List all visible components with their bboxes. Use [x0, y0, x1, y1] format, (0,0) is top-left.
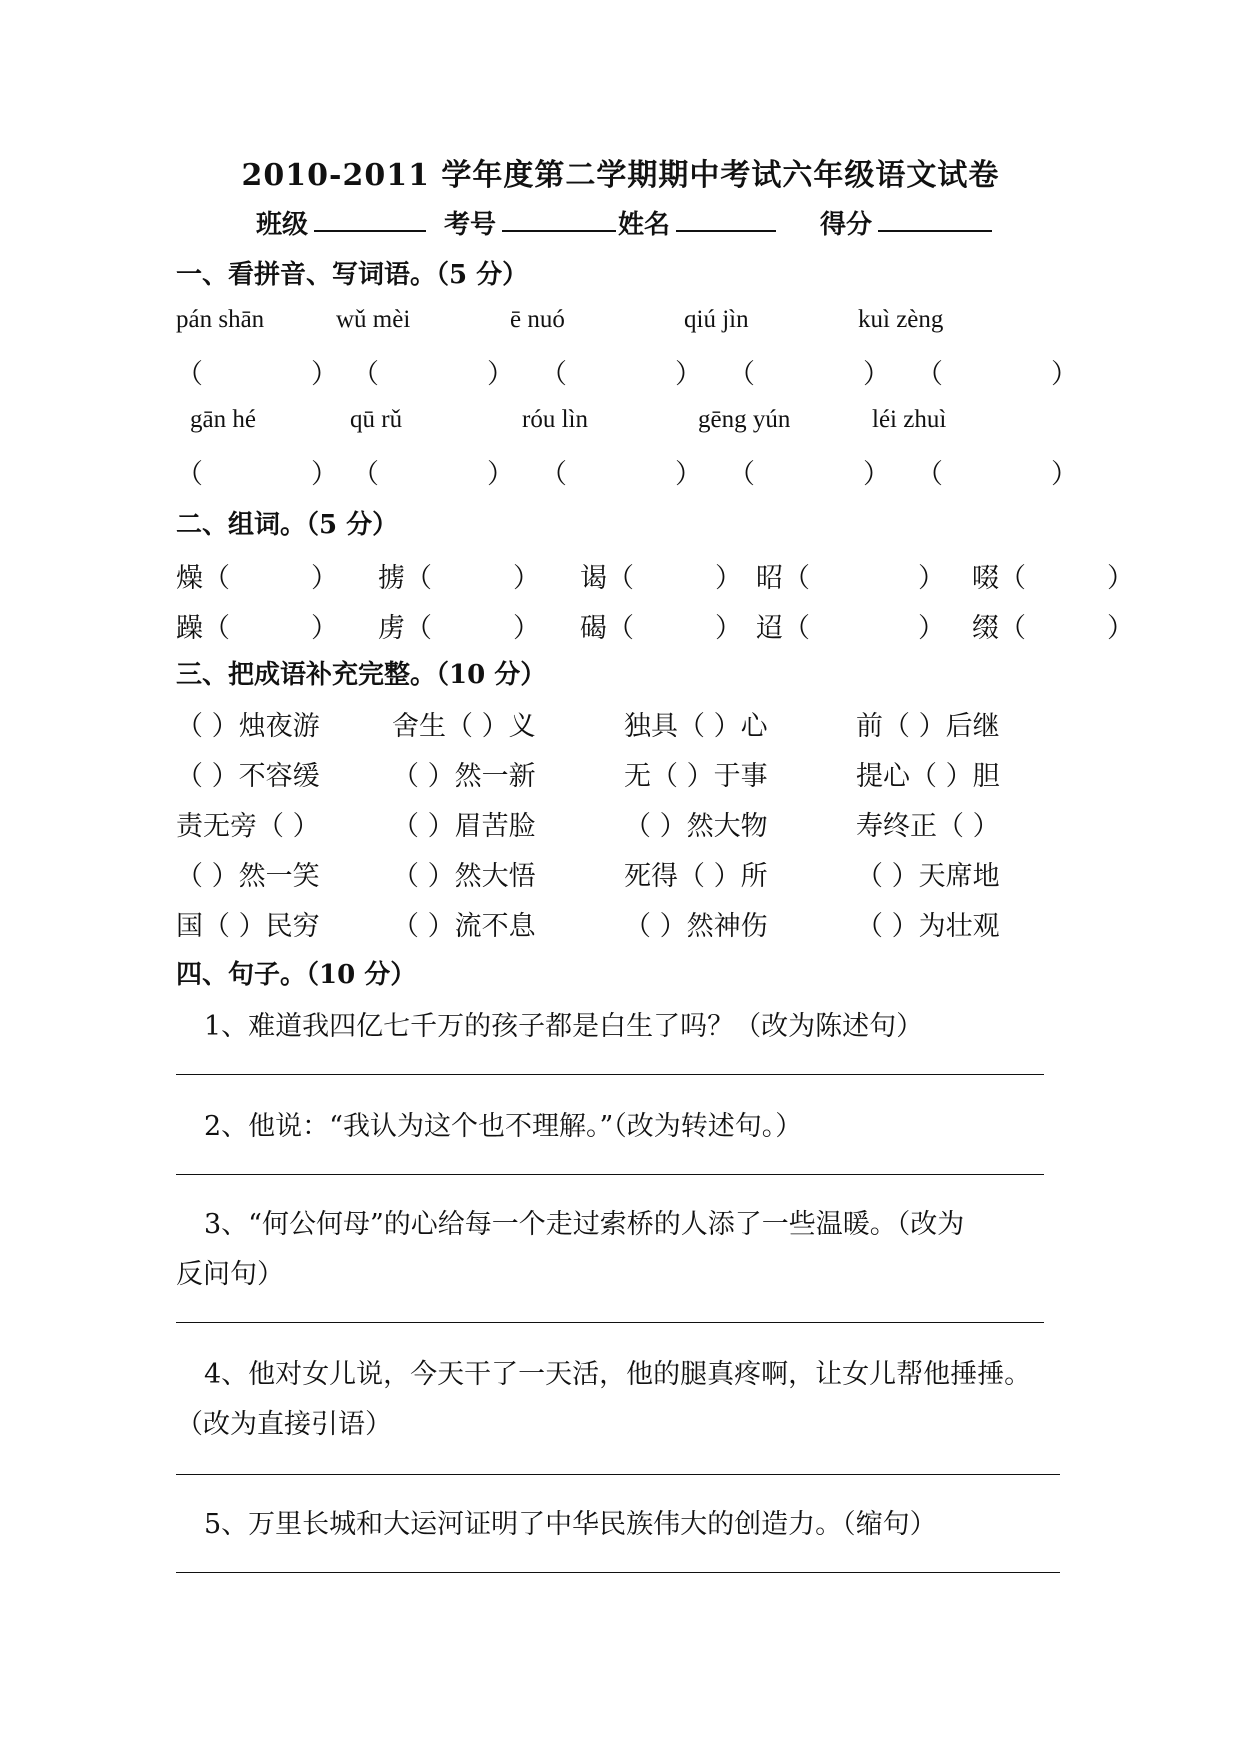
pinyin-item: kuì zèng	[858, 306, 944, 333]
score-label: 得分	[820, 210, 873, 240]
score-field[interactable]	[878, 204, 992, 232]
answer-paren[interactable]: （ ）	[540, 359, 702, 390]
word-item[interactable]: 燥（ ）	[176, 563, 338, 594]
idiom-item[interactable]: （ ）眉苦脸	[392, 811, 536, 842]
section1-heading: 一、看拼音、写词语。（5 分）	[176, 260, 529, 290]
exam-no-label: 考号	[444, 210, 497, 240]
word-item[interactable]: 虏（ ）	[378, 613, 540, 644]
question-1: 1、难道我四亿七千万的孩子都是白生了吗？（改为陈述句）	[204, 1011, 924, 1042]
idiom-item[interactable]: 独具（ ）心	[624, 711, 768, 742]
answer-line-4[interactable]	[176, 1474, 1060, 1475]
pinyin-item: róu lìn	[522, 406, 588, 433]
idiom-item[interactable]: （ ）然神伤	[624, 911, 768, 942]
idiom-item[interactable]: （ ）然一新	[392, 761, 536, 792]
answer-paren[interactable]: （ ）	[916, 359, 1078, 390]
pinyin-item: qū rǔ	[350, 406, 403, 433]
page-title: 2010-2011 学年度第二学期期中考试六年级语文试卷	[241, 158, 1000, 193]
idiom-item[interactable]: 提心（ ）胆	[856, 761, 1000, 792]
question-5: 5、万里长城和大运河证明了中华民族伟大的创造力。（缩句）	[204, 1509, 937, 1540]
class-field[interactable]	[314, 204, 426, 232]
answer-paren[interactable]: （ ）	[728, 459, 890, 490]
pinyin-item: qiú jìn	[684, 306, 749, 333]
name-field[interactable]	[676, 204, 776, 232]
idiom-item[interactable]: 寿终正（ ）	[856, 811, 1000, 842]
idiom-item[interactable]: 舍生（ ）义	[392, 711, 536, 742]
pinyin-item: gān hé	[190, 406, 256, 433]
idiom-item[interactable]: （ ）不容缓	[176, 761, 320, 792]
word-item[interactable]: 昭（ ）	[756, 563, 945, 594]
question-3: 3、“何公何母”的心给每一个走过索桥的人添了一些温暖。（改为	[204, 1209, 965, 1240]
exam-no-field[interactable]	[502, 204, 616, 232]
answer-paren[interactable]: （ ）	[540, 459, 702, 490]
pinyin-item: léi zhuì	[872, 406, 947, 433]
section3-heading: 三、把成语补充完整。（10 分）	[176, 660, 547, 690]
name-label: 姓名	[618, 210, 671, 240]
answer-paren[interactable]: （ ）	[176, 359, 338, 390]
idiom-item[interactable]: （ ）流不息	[392, 911, 536, 942]
idiom-item[interactable]: 国（ ）民穷	[176, 911, 320, 942]
question-4: 4、他对女儿说，今天干了一天活，他的腿真疼啊，让女儿帮他捶捶。	[204, 1359, 1032, 1390]
idiom-item[interactable]: （ ）为壮观	[856, 911, 1000, 942]
class-label: 班级	[256, 210, 309, 240]
word-item[interactable]: 迢（ ）	[756, 613, 945, 644]
answer-line-1[interactable]	[176, 1074, 1044, 1075]
pinyin-item: wǔ mèi	[336, 306, 411, 333]
idiom-item[interactable]: （ ）然大悟	[392, 861, 536, 892]
idiom-item[interactable]: （ ）天席地	[856, 861, 1000, 892]
pinyin-item: ē nuó	[510, 306, 565, 333]
answer-paren[interactable]: （ ）	[352, 459, 514, 490]
word-item[interactable]: 啜（ ）	[972, 563, 1134, 594]
answer-paren[interactable]: （ ）	[352, 359, 514, 390]
word-item[interactable]: 掳（ ）	[378, 563, 540, 594]
word-item[interactable]: 缀（ ）	[972, 613, 1134, 644]
answer-paren[interactable]: （ ）	[916, 459, 1078, 490]
answer-line-3[interactable]	[176, 1322, 1044, 1323]
question-3-continued: 反问句）	[176, 1259, 284, 1290]
idiom-item[interactable]: 无（ ）于事	[624, 761, 768, 792]
answer-paren[interactable]: （ ）	[728, 359, 890, 390]
section2-heading: 二、组词。（5 分）	[176, 510, 399, 540]
answer-line-2[interactable]	[176, 1174, 1044, 1175]
question-2: 2、他说：“我认为这个也不理解。”（改为转述句。）	[204, 1111, 803, 1142]
answer-line-5[interactable]	[176, 1572, 1060, 1573]
question-4-continued: （改为直接引语）	[176, 1409, 392, 1440]
idiom-item[interactable]: （ ）烛夜游	[176, 711, 320, 742]
idiom-item[interactable]: 前（ ）后继	[856, 711, 1000, 742]
answer-paren[interactable]: （ ）	[176, 459, 338, 490]
word-item[interactable]: 碣（ ）	[580, 613, 742, 644]
idiom-item[interactable]: （ ）然大物	[624, 811, 768, 842]
idiom-item[interactable]: 死得（ ）所	[624, 861, 768, 892]
pinyin-item: gēng yún	[698, 406, 791, 433]
idiom-item[interactable]: （ ）然一笑	[176, 861, 320, 892]
section4-heading: 四、句子。（10 分）	[176, 960, 417, 990]
idiom-item[interactable]: 责无旁（ ）	[176, 811, 320, 842]
word-item[interactable]: 躁（ ）	[176, 613, 338, 644]
word-item[interactable]: 谒（ ）	[580, 563, 742, 594]
pinyin-item: pán shān	[176, 306, 265, 333]
